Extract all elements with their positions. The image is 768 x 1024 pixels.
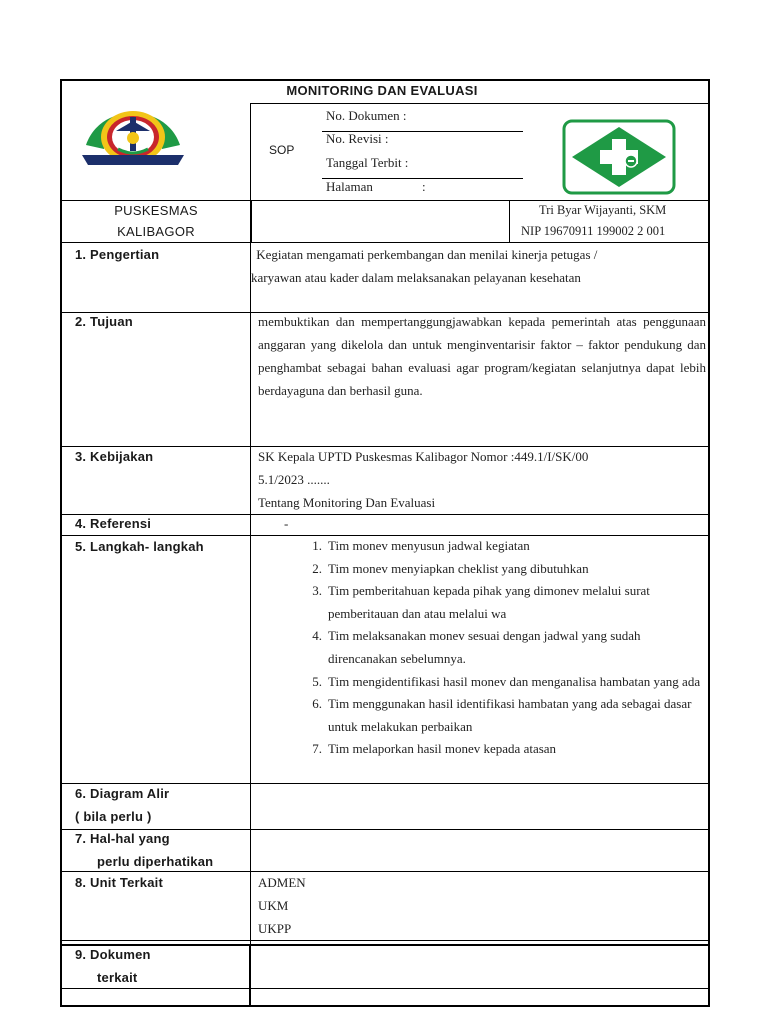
pengertian-line2: karyawan atau kader dalam melaksanakan pelayanan kesehatan bbox=[251, 270, 581, 285]
step-number: 1. bbox=[312, 538, 322, 553]
no-dokumen-field: No. Dokumen : bbox=[326, 108, 407, 123]
halaman-field: Halaman bbox=[326, 179, 373, 194]
step-text: Tim monev menyusun jadwal kegiatan bbox=[328, 538, 530, 553]
kebijakan-label: 3. Kebijakan bbox=[75, 449, 154, 464]
org-name-line1: PUSKESMAS bbox=[114, 203, 198, 218]
kebijakan-line3: Tentang Monitoring Dan Evaluasi bbox=[258, 495, 436, 510]
halaman-colon: : bbox=[422, 179, 426, 194]
signer-name: Tri Byar Wijayanti, SKM bbox=[539, 203, 667, 217]
pengertian-label: 1. Pengertian bbox=[75, 247, 160, 262]
list-item bbox=[306, 535, 708, 558]
sop-label: SOP bbox=[269, 143, 295, 157]
step-number: 3. bbox=[312, 583, 322, 599]
step-text: Tim melaporkan hasil monev kepada atasan bbox=[328, 741, 557, 757]
kebijakan-line2: 5.1/2023 ....... bbox=[258, 472, 330, 487]
org-name-line2: KALIBAGOR bbox=[117, 224, 195, 239]
unit-item-admen: ADMEN bbox=[258, 875, 306, 890]
halhal-label-line2: perlu diperhatikan bbox=[97, 854, 214, 869]
unit-item-ukpp: UKPP bbox=[258, 921, 292, 936]
halhal-label-line1: 7. Hal-hal yang bbox=[75, 831, 170, 846]
langkah-label: 5. Langkah- langkah bbox=[75, 539, 204, 554]
list-item bbox=[306, 671, 708, 694]
tanggal-terbit-field: Tanggal Terbit : bbox=[326, 155, 409, 170]
step-number: 7. bbox=[312, 741, 322, 757]
step-number: 5. bbox=[312, 673, 322, 689]
tujuan-text: membuktikan dan mempertanggungjawabkan kepada pemerintah atas penggunaan anggaran yang dikelola dan untuk menginventarisir faktor – faktor pendukung dan penghambat sebagai bahan evaluasi agar program/kegiatan selanjutnya dapat lebih berdayaguna dan berhasil guna. bbox=[258, 314, 706, 398]
dokumen-label-line1: 9. Dokumen bbox=[75, 947, 151, 962]
list-item bbox=[306, 580, 708, 625]
step-number: 2. bbox=[312, 560, 322, 576]
unit-label: 8. Unit Terkait bbox=[75, 875, 164, 890]
kabupaten-logo bbox=[78, 105, 188, 175]
step-text: Tim mengidentifikasi hasil monev dan menganalisa hambatan yang ada bbox=[328, 673, 701, 689]
list-item bbox=[306, 625, 708, 670]
referensi-label: 4. Referensi bbox=[75, 516, 152, 531]
step-text: Tim menggunakan hasil identifikasi hambatan yang ada sebagai dasar untuk melakukan perbaikan bbox=[328, 696, 692, 734]
list-item bbox=[306, 693, 708, 738]
pengertian-line1: Kegiatan mengamati perkembangan dan menilai kinerja petugas / bbox=[253, 247, 598, 262]
list-item bbox=[306, 738, 708, 761]
step-number: 4. bbox=[312, 628, 322, 644]
puskesmas-cross-logo bbox=[562, 119, 676, 195]
referensi-value: - bbox=[284, 516, 289, 531]
unit-item-ukm: UKM bbox=[258, 898, 289, 913]
kebijakan-line1: SK Kepala UPTD Puskesmas Kalibagor Nomor :449.1/I/SK/00 bbox=[258, 449, 589, 464]
list-item bbox=[306, 558, 708, 581]
step-number: 6. bbox=[312, 696, 322, 712]
tujuan-label: 2. Tujuan bbox=[75, 314, 133, 329]
langkah-steps-list bbox=[306, 535, 708, 761]
diagram-label-line1: 6. Diagram Alir bbox=[75, 786, 170, 801]
step-text: Tim pemberitahuan kepada pihak yang dimonev melalui surat pemberitauan dan atau melalui wa bbox=[328, 583, 650, 621]
step-text: Tim melaksanakan monev sesuai dengan jadwal yang sudah direncanakan sebelumnya. bbox=[328, 628, 641, 666]
no-revisi-field: No. Revisi : bbox=[326, 131, 389, 146]
dokumen-label-line2: terkait bbox=[97, 970, 138, 985]
document-title: MONITORING DAN EVALUASI bbox=[286, 83, 478, 98]
diagram-label-line2: ( bila perlu ) bbox=[75, 809, 152, 824]
signer-nip: NIP 19670911 199002 2 001 bbox=[521, 224, 666, 238]
step-text: Tim monev menyiapkan cheklist yang dibutuhkan bbox=[328, 560, 589, 576]
